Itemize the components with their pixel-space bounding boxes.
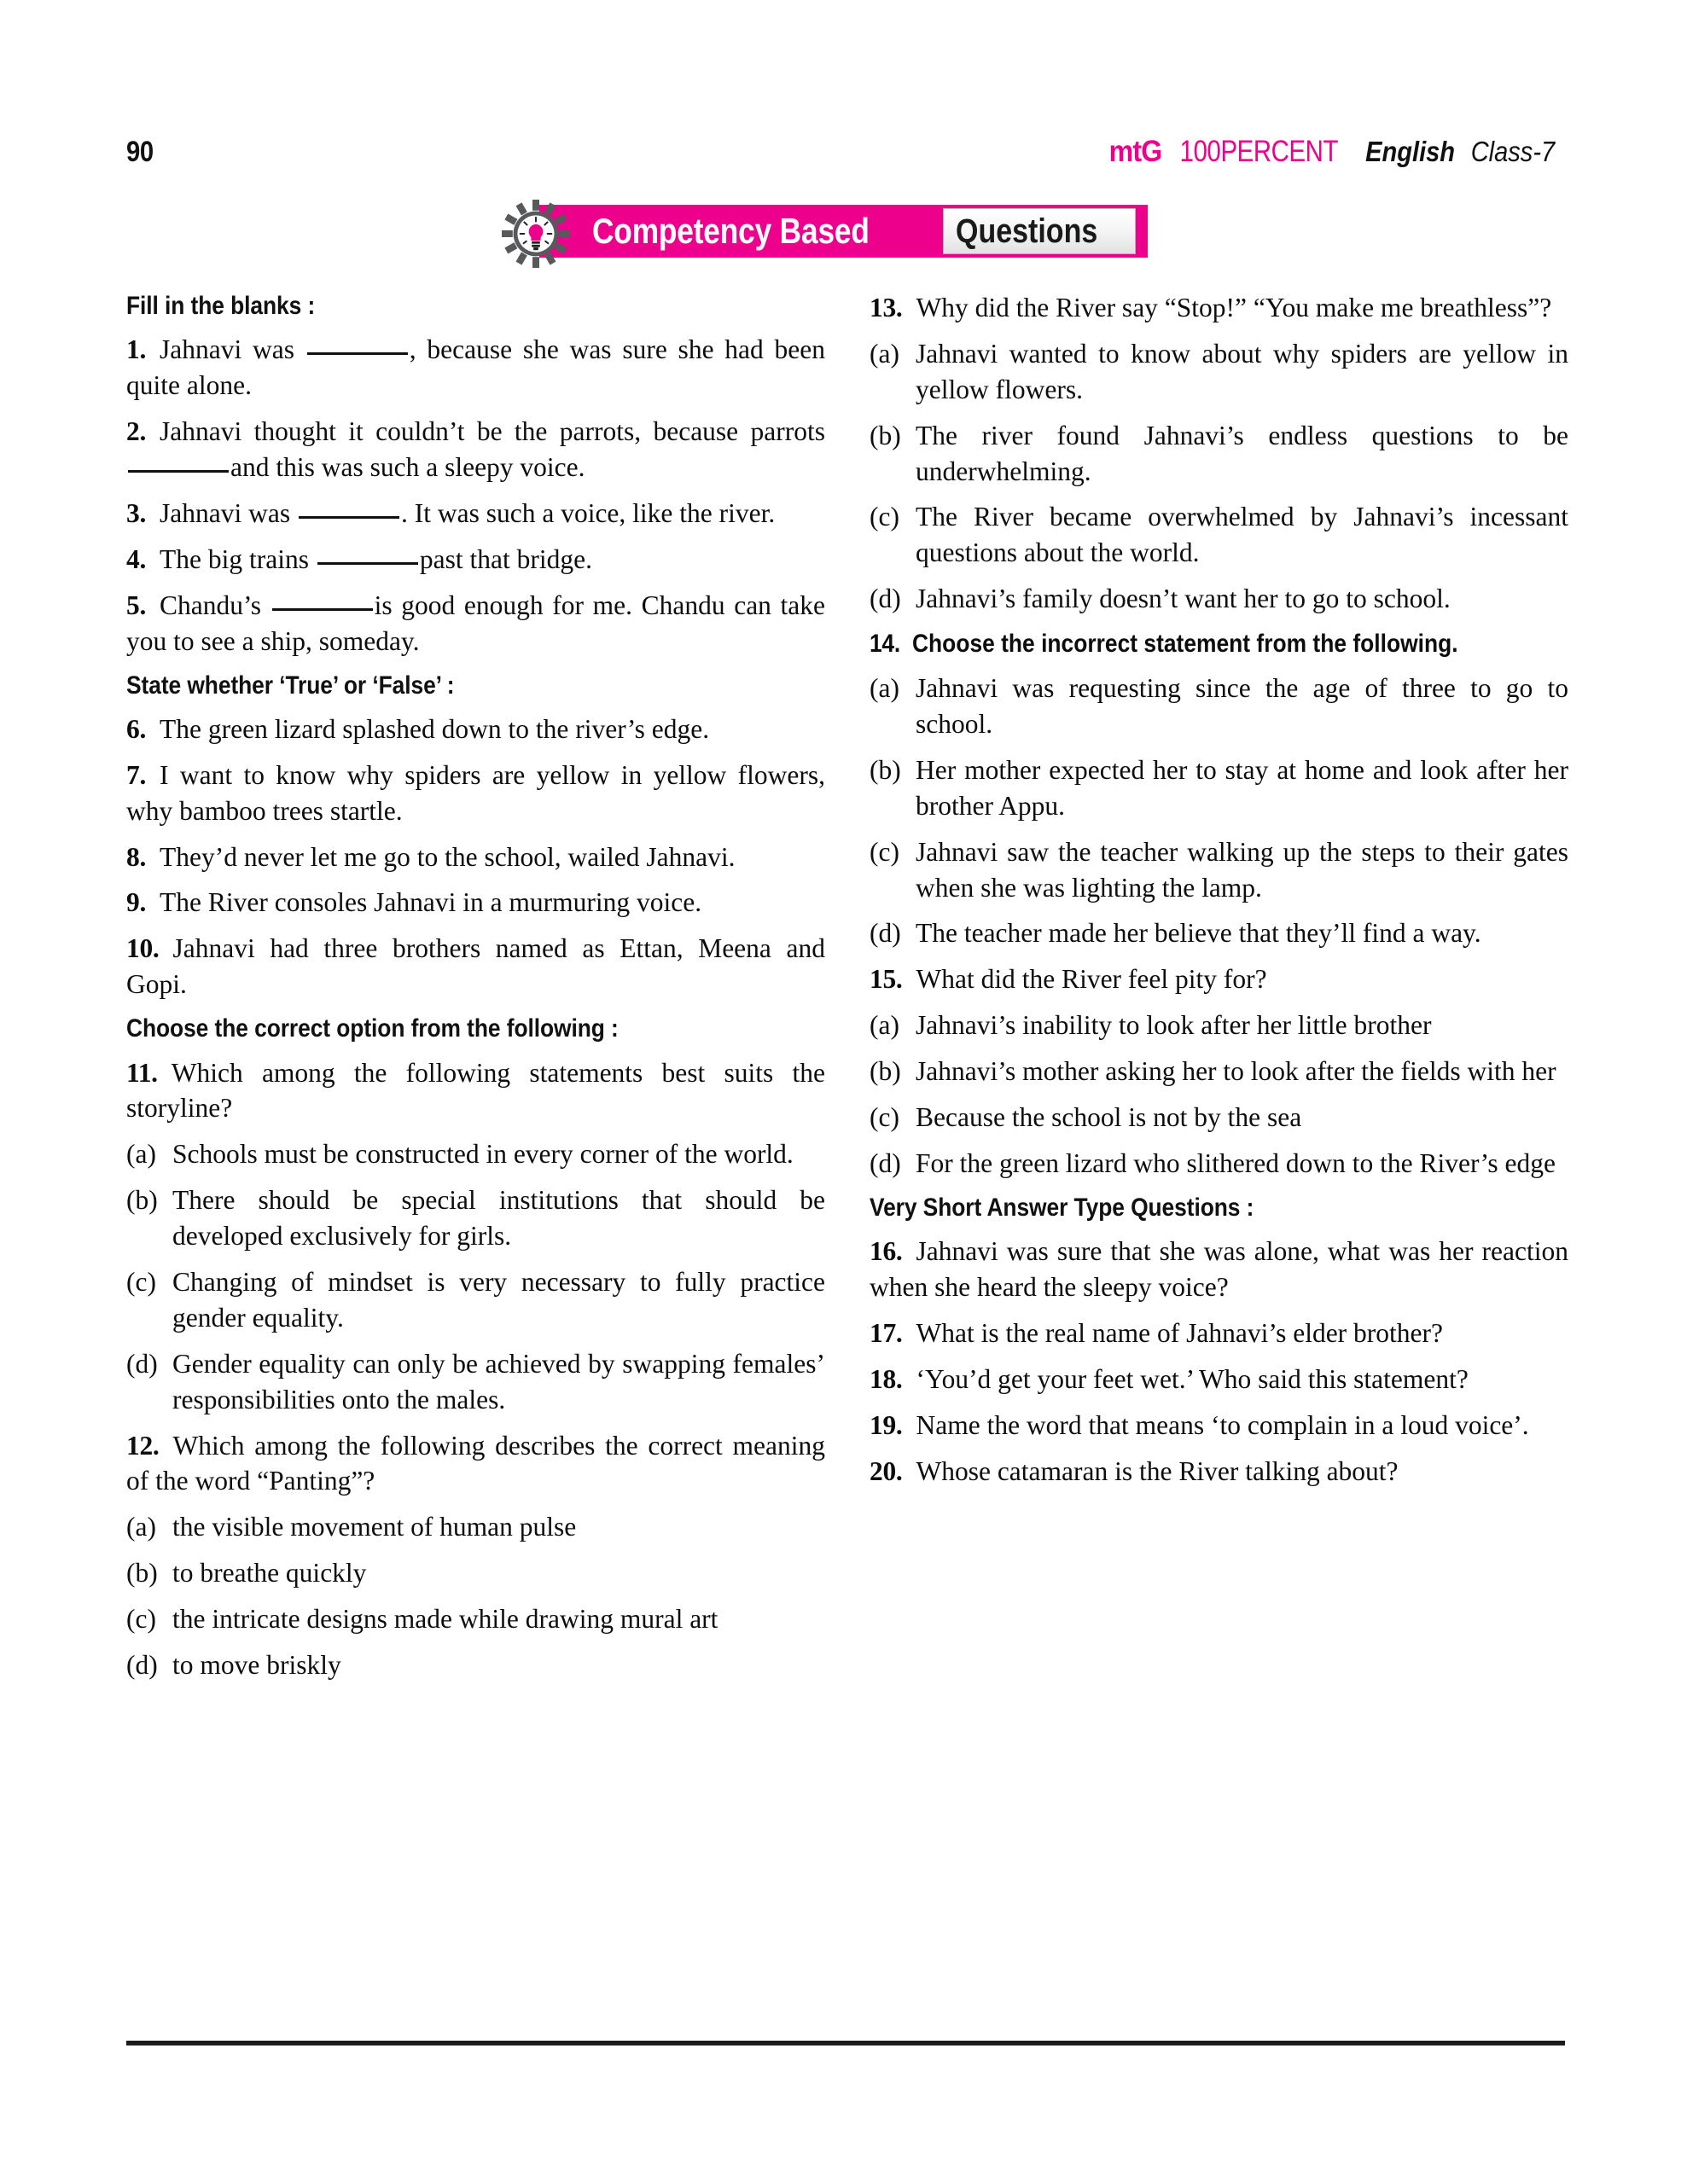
option-text: Jahnavi’s inability to look after her little brother xyxy=(916,1010,1432,1041)
mcq-option[interactable] xyxy=(870,336,1568,408)
mtg-logo-text: mtG xyxy=(1108,135,1162,168)
mcq-question-stem xyxy=(126,1428,825,1500)
mcq-question-stem xyxy=(126,1055,825,1127)
option-text: For the green lizard who slithered down to the River’s edge xyxy=(916,1147,1556,1178)
item-text-before: The big trains xyxy=(160,543,309,574)
item-text-before: Jahnavi thought it couldn’t be the parrots, because parrots xyxy=(160,416,825,447)
gear-bulb-icon xyxy=(502,200,570,268)
item-number: 4. xyxy=(126,543,147,574)
option-label: (c) xyxy=(870,1102,899,1133)
mcq-question-stem xyxy=(870,961,1568,997)
option-label: (c) xyxy=(870,836,899,867)
option-text: Schools must be constructed in every corner of the world. xyxy=(172,1139,794,1170)
item-number: 5. xyxy=(126,590,147,620)
item-number: 19. xyxy=(870,1409,903,1440)
brand-percent-text: 100PERCENT xyxy=(1179,135,1339,168)
question-text: Which among the following statements best suits the storyline? xyxy=(126,1057,825,1124)
item-number: 3. xyxy=(126,497,147,528)
option-label: (c) xyxy=(126,1266,156,1297)
banner-chip-label: Questions xyxy=(956,212,1098,250)
banner-bar xyxy=(539,205,1147,258)
item-text: What is the real name of Jahnavi’s elder brother? xyxy=(916,1317,1443,1348)
item-number: 18. xyxy=(870,1363,903,1394)
true-false-item xyxy=(126,885,825,921)
right-mcq-list xyxy=(870,290,1568,1182)
option-label: (d) xyxy=(870,584,901,614)
section-heading-true-false: State whether ‘True’ or ‘False’ : xyxy=(126,671,455,700)
option-label: (a) xyxy=(870,673,899,704)
item-text-before: Jahnavi was xyxy=(160,334,294,365)
fill-blank-item xyxy=(126,588,825,659)
item-number: 14. xyxy=(870,630,900,659)
option-label: (a) xyxy=(126,1512,156,1542)
mcq-option[interactable] xyxy=(126,1182,825,1254)
option-label: (a) xyxy=(870,338,899,369)
mcq-option[interactable] xyxy=(126,1346,825,1418)
option-label: (b) xyxy=(870,754,901,785)
item-text: Jahnavi was sure that she was alone, what was her reaction when she heard the sleepy voice? xyxy=(870,1236,1568,1303)
mcq-option[interactable] xyxy=(870,1054,1568,1089)
option-text: the visible movement of human pulse xyxy=(172,1512,577,1542)
fill-blank-item xyxy=(126,414,825,485)
item-number: 20. xyxy=(870,1455,903,1486)
option-text: Jahnavi wanted to know about why spiders are yellow in yellow flowers. xyxy=(916,338,1568,404)
section-heading-fill-blanks: Fill in the blanks : xyxy=(126,292,316,320)
item-number: 11. xyxy=(126,1057,158,1088)
fill-blank-item xyxy=(126,542,825,578)
fill-in-blanks-list xyxy=(126,332,825,659)
item-text: The green lizard splashed down to the river’s edge. xyxy=(160,713,710,744)
item-text-after: and this was such a sleepy voice. xyxy=(230,452,585,483)
option-label: (c) xyxy=(870,502,899,532)
mcq-option[interactable] xyxy=(126,1264,825,1336)
mcq-option[interactable] xyxy=(870,671,1568,742)
mcq-option[interactable] xyxy=(870,834,1568,906)
very-short-answer-item xyxy=(870,1408,1568,1443)
answer-blank[interactable] xyxy=(299,516,399,519)
item-text: I want to know why spiders are yellow in yellow flowers, why bamboo trees startle. xyxy=(126,759,825,826)
item-text: ‘You’d get your feet wet.’ Who said this statement? xyxy=(916,1363,1469,1394)
mcq-question-stem xyxy=(870,627,1568,660)
item-text-before: Jahnavi was xyxy=(160,497,291,528)
option-label: (d) xyxy=(126,1650,158,1680)
mcq-option[interactable] xyxy=(870,1146,1568,1182)
item-text: They’d never let me go to the school, wailed Jahnavi. xyxy=(160,841,736,872)
left-mcq-list xyxy=(126,1055,825,1683)
competency-banner xyxy=(0,205,1687,258)
item-number: 15. xyxy=(870,964,903,995)
right-column xyxy=(870,290,1568,1693)
section-heading-very-short-answer: Very Short Answer Type Questions : xyxy=(870,1193,1254,1222)
mcq-option[interactable] xyxy=(870,581,1568,617)
item-number: 7. xyxy=(126,759,147,790)
mcq-option[interactable] xyxy=(126,1555,825,1591)
option-label: (b) xyxy=(126,1558,158,1589)
answer-blank[interactable] xyxy=(272,608,373,611)
option-text: to move briskly xyxy=(172,1650,341,1680)
option-text: Jahnavi saw the teacher walking up the steps to their gates when she was lighting the lamp. xyxy=(916,836,1568,903)
option-text: The teacher made her believe that they’ll find a way. xyxy=(916,918,1481,949)
option-label: (d) xyxy=(126,1348,158,1379)
item-number: 16. xyxy=(870,1236,903,1267)
item-number: 17. xyxy=(870,1317,903,1348)
item-number: 9. xyxy=(126,887,147,918)
option-label: (b) xyxy=(870,420,901,450)
item-text: Jahnavi had three brothers named as Ettan, Meena and Gopi. xyxy=(126,933,825,1000)
brand-line xyxy=(1107,135,1561,169)
option-label: (b) xyxy=(870,1056,901,1087)
option-text: Changing of mindset is very necessary to fully practice gender equality. xyxy=(172,1266,825,1333)
mcq-option[interactable] xyxy=(870,1100,1568,1136)
option-label: (c) xyxy=(126,1604,156,1635)
very-short-answer-list xyxy=(870,1234,1568,1489)
option-text: to breathe quickly xyxy=(172,1558,367,1589)
mcq-option[interactable] xyxy=(870,1008,1568,1043)
item-text: Whose catamaran is the River talking about? xyxy=(916,1455,1399,1486)
mcq-option[interactable] xyxy=(870,499,1568,571)
mcq-option[interactable] xyxy=(126,1136,825,1172)
running-head xyxy=(126,135,1561,177)
answer-blank[interactable] xyxy=(128,470,229,473)
banner-chip xyxy=(943,208,1136,254)
option-text: Because the school is not by the sea xyxy=(916,1102,1302,1133)
brand-class-text: Class-7 xyxy=(1470,136,1556,167)
content-columns xyxy=(126,290,1568,1693)
option-text: Jahnavi’s family doesn’t want her to go to school. xyxy=(916,584,1451,614)
question-text: Why did the River say “Stop!” “You make me breathless”? xyxy=(916,293,1552,322)
option-text: Her mother expected her to stay at home and look after her brother Appu. xyxy=(916,754,1568,821)
item-number: 2. xyxy=(126,416,147,447)
true-false-item xyxy=(126,931,825,1002)
option-text: Jahnavi’s mother asking her to look after the fields with her xyxy=(916,1056,1556,1087)
question-text: Which among the following describes the correct meaning of the word “Panting”? xyxy=(126,1430,825,1496)
very-short-answer-item xyxy=(870,1234,1568,1305)
very-short-answer-item xyxy=(870,1362,1568,1397)
mcq-question-stem xyxy=(870,290,1568,326)
option-label: (a) xyxy=(126,1139,156,1170)
very-short-answer-item xyxy=(870,1454,1568,1490)
option-text: The River became overwhelmed by Jahnavi’s incessant questions about the world. xyxy=(916,502,1568,568)
mcq-option[interactable] xyxy=(126,1647,825,1683)
item-number: 6. xyxy=(126,713,147,744)
option-text: Gender equality can only be achieved by swapping females’ responsibilities onto the males. xyxy=(172,1348,825,1414)
option-label: (d) xyxy=(870,918,901,949)
true-false-item xyxy=(126,839,825,875)
item-number: 8. xyxy=(126,841,147,872)
option-text: Jahnavi was requesting since the age of three to go to school. xyxy=(916,673,1568,740)
item-text-after: . It was such a voice, like the river. xyxy=(401,497,776,528)
brand-subject-text: English xyxy=(1365,136,1455,167)
option-label: (b) xyxy=(126,1185,158,1216)
true-false-list xyxy=(126,712,825,1002)
item-text: Name the word that means ‘to complain in a loud voice’. xyxy=(916,1409,1529,1440)
option-text: There should be special institutions that should be developed exclusively for girls. xyxy=(172,1185,825,1252)
section-heading-choose-option: Choose the correct option from the following : xyxy=(126,1014,619,1043)
item-text-after: , because she was sure she had been quite alone. xyxy=(126,334,826,401)
answer-blank[interactable] xyxy=(317,562,418,565)
item-text-after: is good enough for me. Chandu can take you to see a ship, someday. xyxy=(126,590,826,656)
fill-blank-item xyxy=(126,332,825,404)
true-false-item xyxy=(126,758,825,829)
answer-blank[interactable] xyxy=(307,352,408,355)
mcq-option[interactable] xyxy=(126,1509,825,1545)
banner-title: Competency Based xyxy=(592,211,870,251)
item-number: 1. xyxy=(126,334,147,365)
very-short-answer-item xyxy=(870,1316,1568,1351)
question-text: Choose the incorrect statement from the following. xyxy=(911,630,1458,659)
item-number: 12. xyxy=(126,1430,160,1461)
option-label: (a) xyxy=(870,1010,899,1041)
left-column xyxy=(126,290,825,1693)
true-false-item xyxy=(126,712,825,747)
mcq-option[interactable] xyxy=(126,1601,825,1637)
footer-rule xyxy=(126,2041,1565,2046)
page-number: 90 xyxy=(126,136,154,168)
item-text: The River consoles Jahnavi in a murmuring voice. xyxy=(160,887,702,918)
option-text: the intricate designs made while drawing mural art xyxy=(172,1604,718,1635)
mcq-option[interactable] xyxy=(870,418,1568,490)
mcq-option[interactable] xyxy=(870,752,1568,824)
mcq-option[interactable] xyxy=(870,915,1568,951)
fill-blank-item xyxy=(126,496,825,531)
item-number: 10. xyxy=(126,933,160,964)
option-label: (d) xyxy=(870,1147,901,1178)
item-text-before: Chandu’s xyxy=(160,590,262,620)
item-text-after: past that bridge. xyxy=(419,543,592,574)
option-text: The river found Jahnavi’s endless questions to be underwhelming. xyxy=(916,420,1568,486)
question-text: What did the River feel pity for? xyxy=(916,964,1267,995)
item-number: 13. xyxy=(870,293,903,322)
